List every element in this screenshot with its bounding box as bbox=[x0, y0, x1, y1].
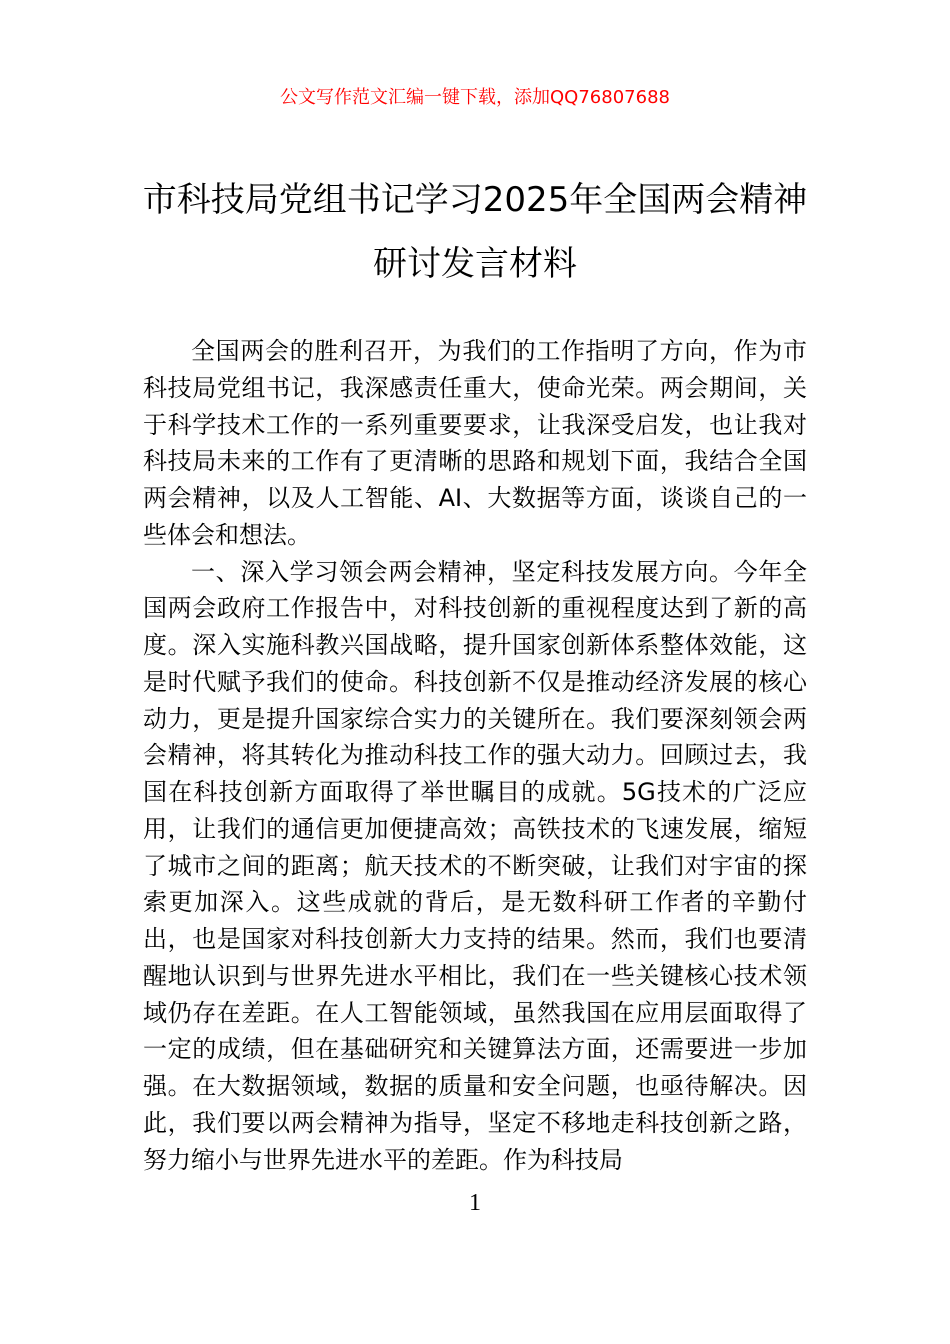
paragraph-section-one: 一、深入学习领会两会精神，坚定科技发展方向。今年全国两会政府工作报告中，对科技创新的重视程度达到了新的高度。深入实施科教兴国战略，提升国家创新体系整体效能，这是时代赋予我们的使命。科技创新不仅是推动经济发展的核心动力，更是提升国家综合实力的关键所在。我们要深刻领会两会精神，将其转化为推动科技工作的强大动力。回顾过去，我国在科技创新方面取得了举世瞩目的成就。5G技术的广泛应用，让我们的通信更加便捷高效；高铁技术的飞速发展，缩短了城市之间的距离；航天技术的不断突破，让我们对宇宙的探索更加深入。这些成就的背后，是无数科研工作者的辛勤付出，也是国家对科技创新大力支持的结果。然而，我们也要清醒地认识到与世界先进水平相比，我们在一些关键核心技术领域仍存在差距。在人工智能领域，虽然我国在应用层面取得了一定的成绩，但在基础研究和关键算法方面，还需要进一步加强。在大数据领域，数据的质量和安全问题，也亟待解决。因此，我们要以两会精神为指导，坚定不移地走科技创新之路，努力缩小与世界先进水平的差距。作为科技局 bbox=[143, 557, 807, 1174]
document-body bbox=[143, 333, 807, 1178]
document-title: 市科技局党组书记学习2025年全国两会精神研讨发言材料 bbox=[142, 180, 808, 284]
page-number: 1 bbox=[469, 1190, 481, 1216]
header-note: 公文写作范文汇编一键下载，添加QQ76807688 bbox=[280, 87, 670, 108]
paragraph-intro: 全国两会的胜利召开，为我们的工作指明了方向，作为市科技局党组书记，我深感责任重大，使命光荣。两会期间，关于科学技术工作的一系列重要要求，让我深受启发，也让我对科技局未来的工作有了更清晰的思路和规划下面，我结合全国两会精神，以及人工智能、AI、大数据等方面，谈谈自己的一些体会和想法。 bbox=[143, 337, 807, 549]
